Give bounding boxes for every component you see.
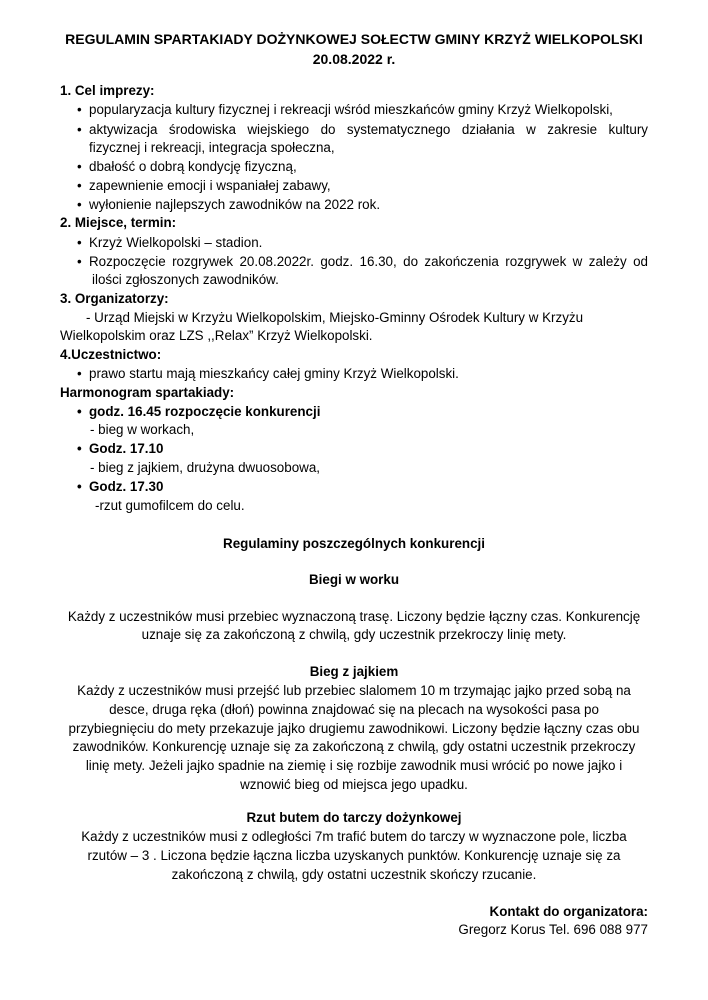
list-item: • prawo startu mają mieszkańcy całej gminy Krzyż Wielkopolski. <box>77 366 459 381</box>
section-heading-place: 2. Miejsce, termin: <box>60 215 177 230</box>
list-item: • aktywizacja środowiska wiejskiego do systematycznego działania w zakresie kultury <box>77 122 648 137</box>
contact-heading: Kontakt do organizatora: <box>489 904 648 919</box>
rule-text: desce, druga ręka (dłoń) powinna znajdować się na plecach na wysokości pasa po <box>109 702 599 717</box>
rule-heading-sack-race: Biegi w worku <box>308 572 400 587</box>
list-item-continuation: ilości zgłoszonych zawodników. <box>92 272 279 287</box>
bullet-icon: • <box>77 404 82 419</box>
bullet-icon: • <box>77 159 82 174</box>
rule-heading-boot-throw: Rzut butem do tarczy dożynkowej <box>246 810 462 825</box>
document-title: REGULAMIN SPARTAKIADY DOŻYNKOWEJ SOŁECTW GMINY KRZYŻ WIELKOPOLSKI <box>65 31 643 47</box>
bullet-icon: • <box>77 178 82 193</box>
list-item: • Rozpoczęcie rozgrywek 20.08.2022r. godz. 16.30, do zakończenia rozgrywek w zależy od <box>77 254 648 269</box>
list-item-continuation: fizycznej i rekreacji, integracja społeczna, <box>89 140 335 155</box>
rule-text: Każdy z uczestników musi przejść lub przebiec slalomem 10 m trzymając jajko przed sobą na <box>77 683 631 698</box>
rule-text: zawodników. Konkurencję uznaje się za zakończoną z chwilą, gdy ostatni uczestnik przekroczy <box>72 739 636 754</box>
organizers-line: Wielkopolskim oraz LZS ,,Relax” Krzyż Wielkopolski. <box>60 328 373 343</box>
section-heading-participation: 4.Uczestnictwo: <box>60 347 162 362</box>
schedule-item-detail: -rzut gumofilcem do celu. <box>95 498 245 513</box>
bullet-icon: • <box>77 122 82 137</box>
rules-heading: Regulaminy poszczególnych konkurencji <box>223 536 485 551</box>
rule-text: Każdy z uczestników musi przebiec wyznaczoną trasę. Liczony będzie łączny czas. Konkurencję <box>67 609 641 624</box>
section-heading-goal: 1. Cel imprezy: <box>60 83 155 98</box>
organizers-line: - Urząd Miejski w Krzyżu Wielkopolskim, Miejsko-Gminny Ośrodek Kultury w Krzyżu <box>86 310 584 325</box>
list-item: • wyłonienie najlepszych zawodników na 2022 rok. <box>77 197 381 212</box>
schedule-item-detail: - bieg z jajkiem, drużyna dwuosobowa, <box>90 460 320 475</box>
section-heading-organizers: 3. Organizatorzy: <box>60 291 169 306</box>
rule-heading-egg-race: Bieg z jajkiem <box>309 664 399 679</box>
rule-text: wznowić bieg od miejsca jego upadku. <box>240 777 468 792</box>
rule-text: zakończoną z chwilą, gdy ostatni uczestnik skończy rzucanie. <box>171 867 537 882</box>
document-date: 20.08.2022 r. <box>312 51 396 67</box>
rule-text: Każdy z uczestników musi z odległości 7m trafić butem do tarczy w wyznaczone pole, liczba <box>81 829 627 844</box>
bullet-icon: • <box>77 235 82 250</box>
list-item: • popularyzacja kultury fizycznej i rekreacji wśród mieszkańców gminy Krzyż Wielkopolski, <box>77 102 613 117</box>
rule-text: linię mety. Jeżeli jajko spadnie na ziemię i się rozbije zawodnik musi wrócić po nowe jajko i <box>85 758 623 773</box>
list-item: • dbałość o dobrą kondycję fizyczną, <box>77 159 297 174</box>
bullet-icon: • <box>77 254 82 269</box>
bullet-icon: • <box>77 102 82 117</box>
schedule-item-detail: - bieg w workach, <box>90 422 195 437</box>
list-item: • Krzyż Wielkopolski – stadion. <box>77 235 263 250</box>
rule-text: uznaje się za zakończoną z chwilą, gdy uczestnik przekroczy linię mety. <box>141 627 567 642</box>
bullet-icon: • <box>77 197 82 212</box>
list-item: • zapewnienie emocji i wspaniałej zabawy, <box>77 178 331 193</box>
bullet-icon: • <box>77 366 82 381</box>
rule-text: rzutów – 3 . Liczona będzie łączna liczba uzyskanych punktów. Konkurencję uznaje się za <box>87 848 621 863</box>
schedule-item: • Godz. 17.10 <box>77 441 164 456</box>
schedule-item: • Godz. 17.30 <box>77 479 164 494</box>
rule-text: przybiegnięciu do mety przekazuje jajko drugiemu zawodnikowi. Liczony będzie łączny czas obu <box>68 721 640 736</box>
bullet-icon: • <box>77 479 82 494</box>
section-heading-schedule: Harmonogram spartakiady: <box>60 385 235 400</box>
bullet-icon: • <box>77 441 82 456</box>
schedule-item: • godz. 16.45 rozpoczęcie konkurencji <box>77 404 321 419</box>
contact-line: Gregorz Korus Tel. 696 088 977 <box>458 922 648 937</box>
